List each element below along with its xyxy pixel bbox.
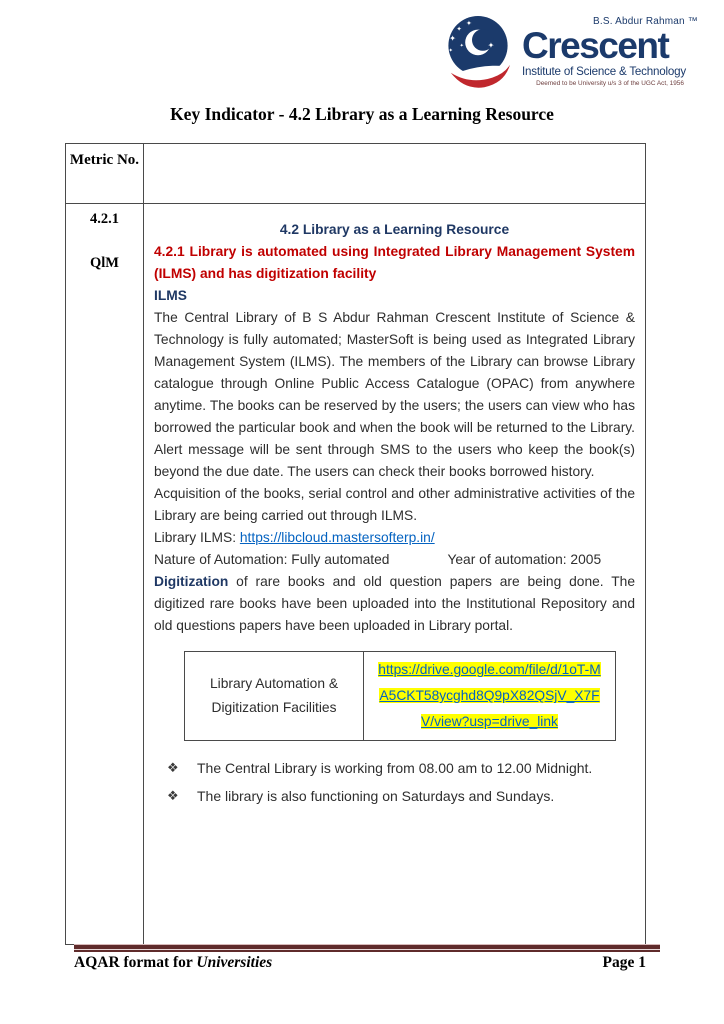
svg-text:✦: ✦ bbox=[449, 33, 456, 43]
svg-text:✦: ✦ bbox=[487, 41, 495, 50]
svg-text:✦: ✦ bbox=[466, 18, 473, 28]
ilms-link[interactable]: https://libcloud.mastersofterp.in/ bbox=[239, 530, 435, 545]
metric-heading: 4.2.1 Library is automated using Integrated Library Management System (ILMS) and has digitization facility bbox=[154, 244, 635, 281]
facility-table bbox=[184, 651, 616, 741]
automation-year: Year of automation: 2005 bbox=[447, 552, 602, 567]
metric-no-header: Metric No. bbox=[66, 144, 144, 204]
page-title: Key Indicator - 4.2 Library as a Learning Resource bbox=[170, 104, 554, 124]
logo-subtitle: Institute of Science & Technology bbox=[522, 65, 686, 78]
logo-trademark: B.S. Abdur Rahman ™ bbox=[593, 16, 698, 27]
footer-label-italic: Universities bbox=[196, 954, 273, 971]
ilms-link-line bbox=[154, 527, 635, 549]
metric-content-cell bbox=[144, 204, 646, 945]
crescent-emblem-icon bbox=[438, 12, 518, 92]
metric-number-cell bbox=[66, 204, 144, 945]
logo-tagline: Deemed to be University u/s 3 of the UGC Act, 1956 bbox=[536, 80, 684, 87]
ilms-paragraph-1: The Central Library of B S Abdur Rahman Crescent Institute of Science & Technology is fully automated; MasterSoft is being used as Integrated Library Management System (ILMS). The members of the Library can browse Library catalogue through Online Public Access Catalogue (OPAC) from anywhere anytime. The books can be reserved by the users; the users can view who has borrowed the particular book and when the book will be returned to the Library. Alert message will be sent through SMS to the users who keep the book(s) beyond the due date. The users can check their books borrowed history. bbox=[154, 310, 635, 479]
digitization-lead: Digitization bbox=[154, 574, 229, 589]
metric-header-empty-cell bbox=[144, 144, 646, 204]
list-item bbox=[164, 754, 635, 782]
metric-type: QlM bbox=[90, 255, 119, 271]
bullet-list bbox=[164, 754, 635, 810]
digitization-rest: of rare books and old question papers are being done. The digitized rare books have been uploaded into the Institutional Repository and old questions papers have been uploaded in Library portal. bbox=[154, 574, 635, 633]
ilms-paragraph-2: Acquisition of the books, serial control and other administrative activities of the Library are being carried out through ILMS. bbox=[154, 486, 635, 523]
footer-left-text bbox=[74, 954, 272, 972]
svg-text:✦: ✦ bbox=[448, 48, 454, 54]
footer-label: AQAR format for bbox=[74, 954, 197, 971]
diamond-bullet-icon: ❖ bbox=[167, 788, 179, 803]
logo-name: Crescent bbox=[522, 25, 669, 66]
footer bbox=[74, 954, 646, 972]
metric-table bbox=[65, 143, 646, 945]
automation-line bbox=[154, 549, 635, 571]
digitization-paragraph bbox=[154, 571, 635, 637]
section-heading: 4.2 Library as a Learning Resource bbox=[279, 222, 510, 237]
metric-number: 4.2.1 bbox=[90, 211, 119, 227]
table-body-row bbox=[66, 204, 646, 945]
automation-nature: Nature of Automation: Fully automated bbox=[154, 552, 390, 567]
list-item bbox=[164, 782, 635, 810]
diamond-bullet-icon: ❖ bbox=[167, 760, 179, 775]
facility-row bbox=[185, 652, 616, 741]
bullet-text: The library is also functioning on Saturdays and Sundays. bbox=[197, 788, 555, 804]
svg-text:✦: ✦ bbox=[459, 44, 464, 50]
footer-divider bbox=[74, 944, 660, 952]
ilms-label: ILMS bbox=[154, 288, 187, 303]
bullet-text: The Central Library is working from 08.00 am to 12.00 Midnight. bbox=[197, 760, 593, 776]
facility-label-cell bbox=[185, 652, 364, 741]
facility-label: Library Automation & Digitization Facilities bbox=[209, 676, 339, 715]
ilms-link-label: Library ILMS: bbox=[154, 530, 240, 545]
crescent-logo bbox=[438, 10, 698, 92]
facility-link-cell bbox=[364, 652, 616, 741]
svg-text:✦: ✦ bbox=[456, 26, 462, 34]
logo-text-block bbox=[522, 10, 698, 87]
table-header-row bbox=[66, 144, 646, 204]
drive-link[interactable]: https://drive.google.com/file/d/1oT-MA5CKT58ycghd8Q9pX82QSjV_X7FV/view?usp=drive_link bbox=[378, 662, 601, 729]
page-number: Page 1 bbox=[602, 954, 646, 971]
